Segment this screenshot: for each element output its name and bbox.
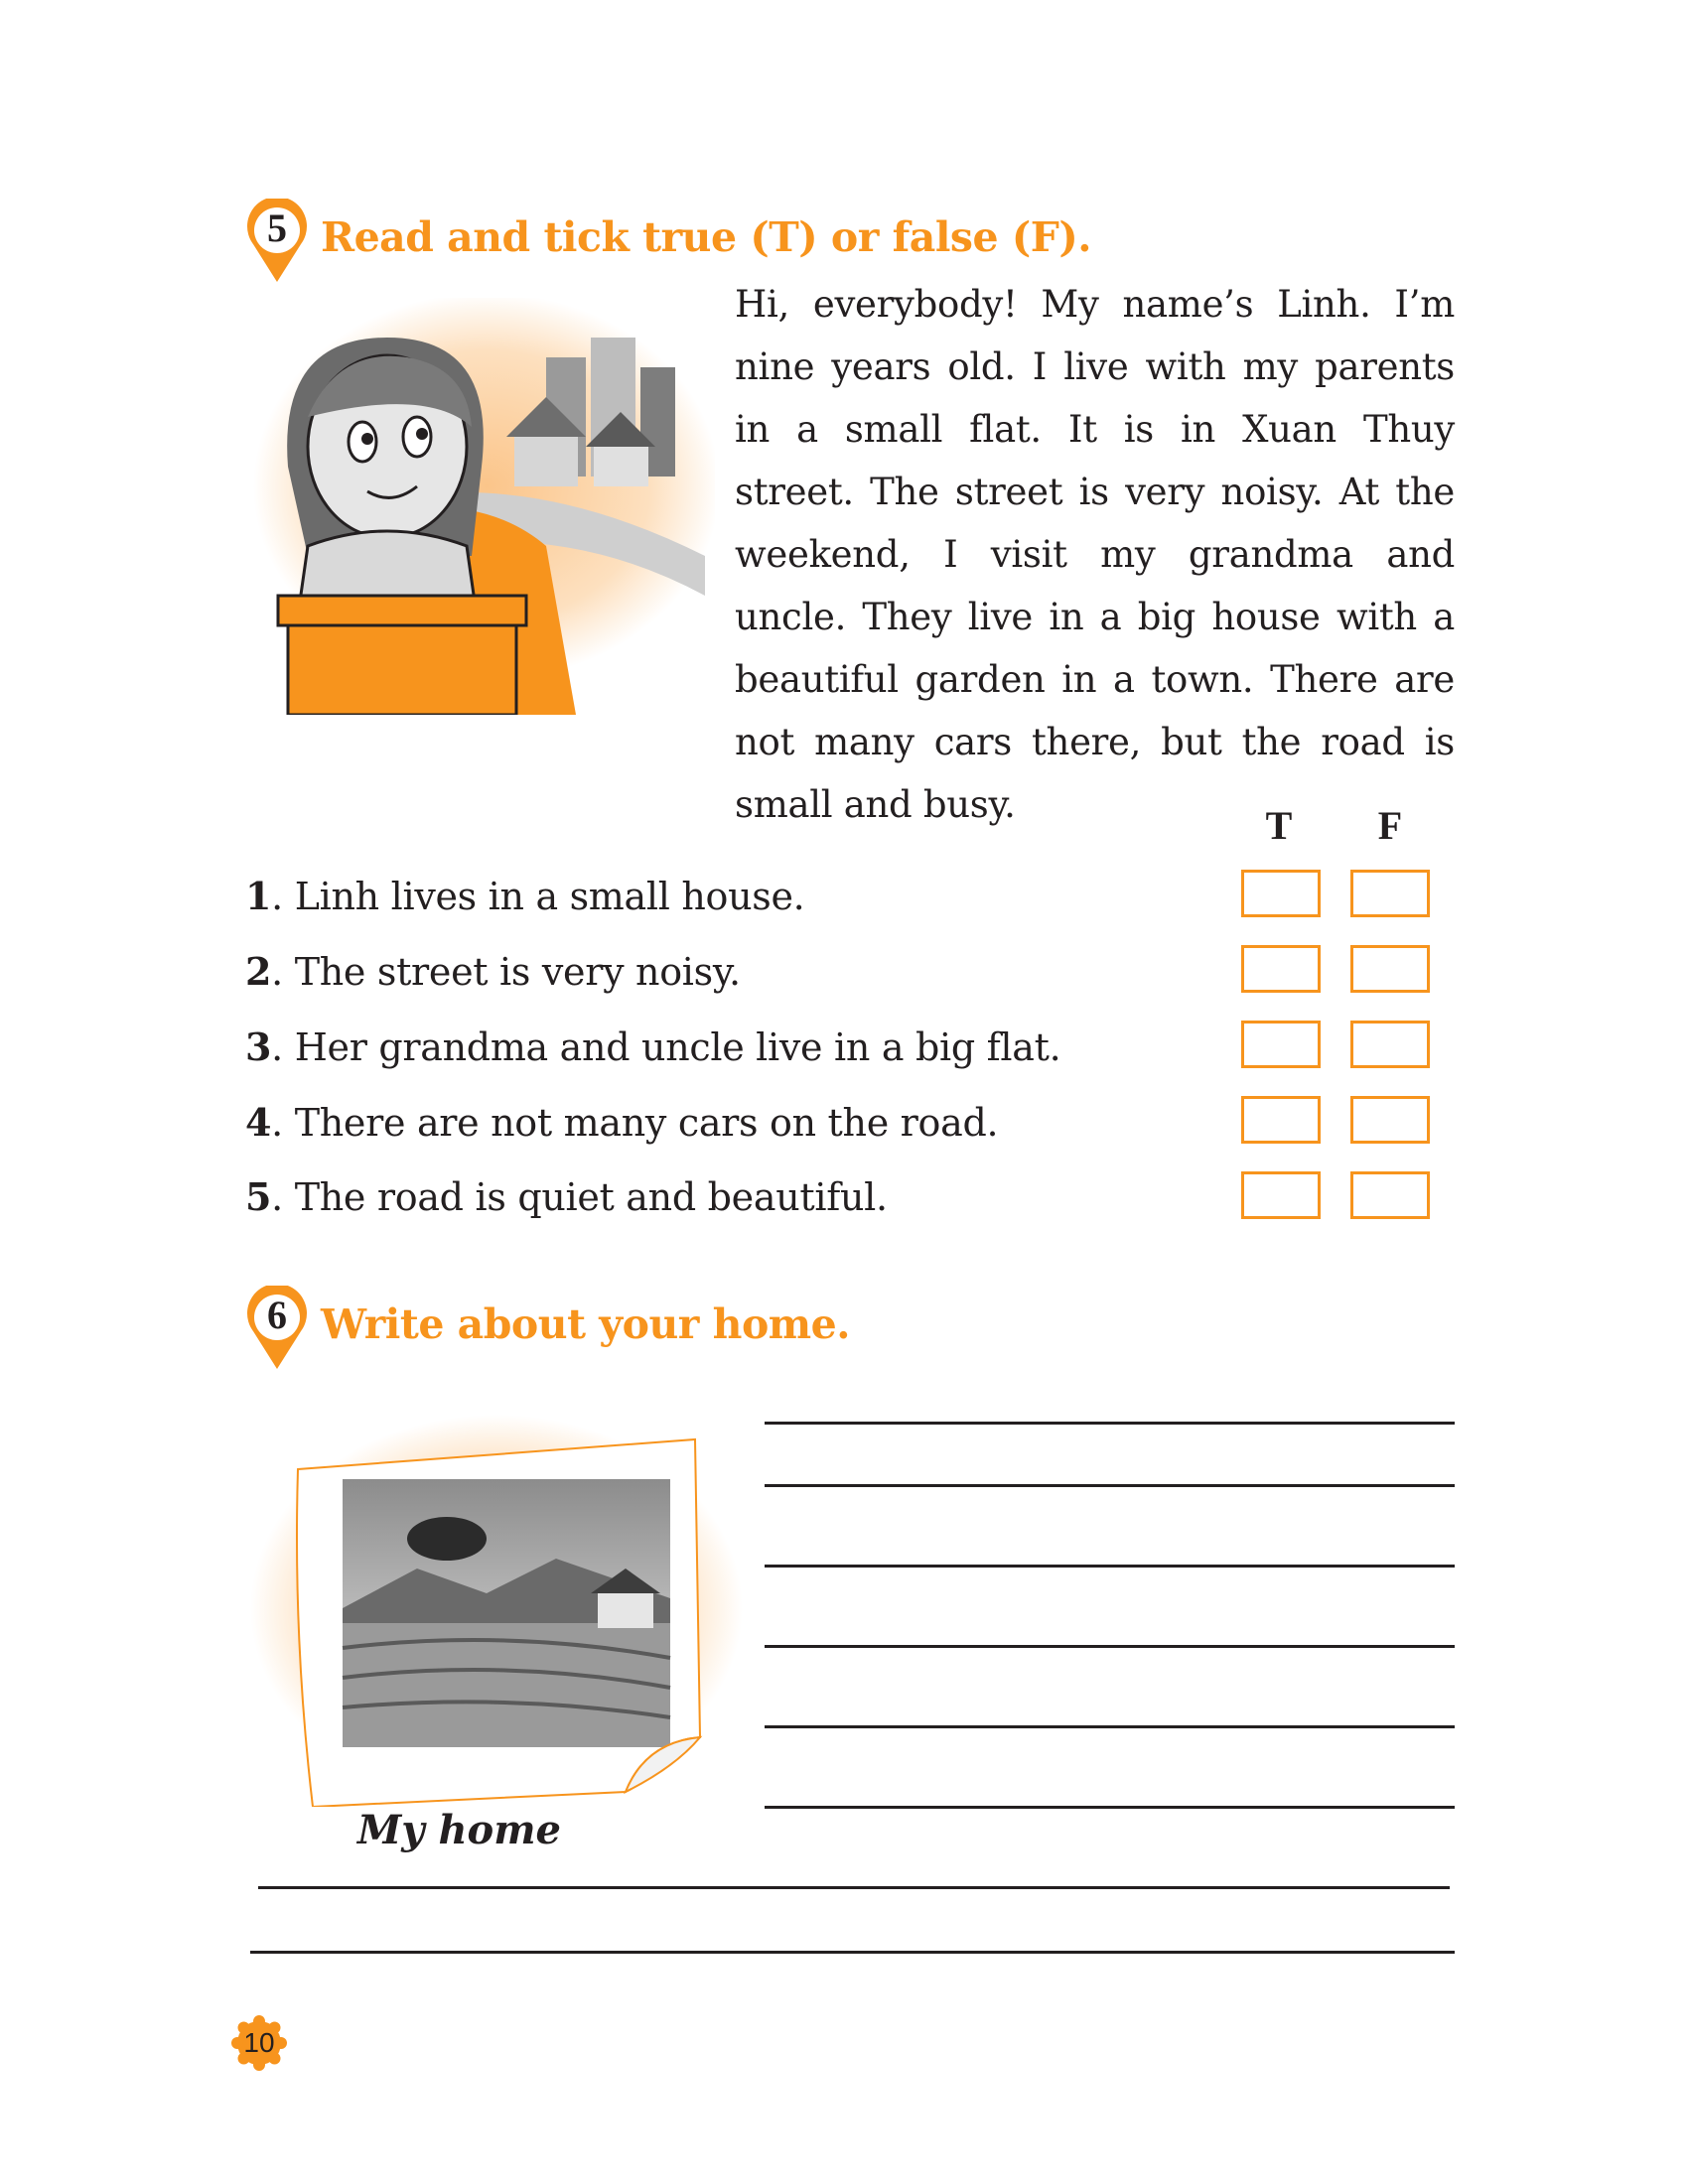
exercise-5-title: Read and tick true (T) or false (F).	[321, 213, 1092, 261]
writing-line-1[interactable]	[765, 1422, 1455, 1425]
statement-text: . Linh lives in a small house.	[271, 875, 805, 918]
girl-street-illustration	[248, 298, 715, 715]
writing-line-3[interactable]	[765, 1565, 1455, 1568]
statement-number: 2	[245, 949, 272, 994]
statement-1	[245, 874, 804, 918]
statement-4-false-box[interactable]	[1350, 1096, 1430, 1144]
statement-3-false-box[interactable]	[1350, 1021, 1430, 1068]
statement-text: . The road is quiet and beautiful.	[271, 1175, 888, 1219]
exercise-6-title: Write about your home.	[321, 1300, 851, 1348]
writing-line-8[interactable]	[250, 1951, 1455, 1954]
statement-1-true-box[interactable]	[1241, 870, 1321, 917]
page-number: 10	[243, 2027, 275, 2058]
true-column-header: T	[1265, 803, 1293, 848]
statement-1-false-box[interactable]	[1350, 870, 1430, 917]
statement-text: . There are not many cars on the road.	[271, 1101, 999, 1145]
photo-caption: My home	[357, 1807, 561, 1853]
writing-line-6[interactable]	[765, 1806, 1455, 1809]
statement-text: . Her grandma and uncle live in a big flat.	[271, 1025, 1061, 1069]
writing-line-2[interactable]	[765, 1484, 1455, 1487]
statement-2-true-box[interactable]	[1241, 945, 1321, 993]
statement-5-false-box[interactable]	[1350, 1171, 1430, 1219]
statement-3	[245, 1024, 1060, 1069]
statement-2-false-box[interactable]	[1350, 945, 1430, 993]
exercise-6-badge	[245, 1286, 309, 1371]
page-number-badge	[231, 2015, 287, 2071]
statement-number: 4	[245, 1100, 272, 1145]
statement-text: . The street is very noisy.	[271, 950, 741, 994]
statement-number: 5	[245, 1174, 272, 1219]
exercise-5-badge	[245, 199, 309, 284]
statement-3-true-box[interactable]	[1241, 1021, 1321, 1068]
statement-5	[245, 1174, 888, 1219]
statement-number: 3	[245, 1024, 272, 1069]
reading-passage: Hi, everybody! My name’s Linh. I’m nine years old. I live with my parents in a small flat. It is in Xuan Thuy street. The street is very noisy. At the weekend, I visit my grandma and uncle. They live in a big house with a beautiful garden in a town. There are not many cars there, but the road is small and busy.	[735, 283, 1455, 826]
exercise-6-number: 6	[267, 1293, 287, 1337]
writing-line-7[interactable]	[258, 1886, 1450, 1889]
exercise-5-number: 5	[267, 205, 287, 250]
statement-5-true-box[interactable]	[1241, 1171, 1321, 1219]
statement-number: 1	[245, 874, 272, 918]
statement-2	[245, 949, 741, 994]
home-photo-illustration	[248, 1410, 745, 1807]
statement-4	[245, 1100, 998, 1145]
writing-line-5[interactable]	[765, 1725, 1455, 1728]
statement-4-true-box[interactable]	[1241, 1096, 1321, 1144]
writing-line-4[interactable]	[765, 1645, 1455, 1648]
false-column-header: F	[1377, 803, 1403, 848]
